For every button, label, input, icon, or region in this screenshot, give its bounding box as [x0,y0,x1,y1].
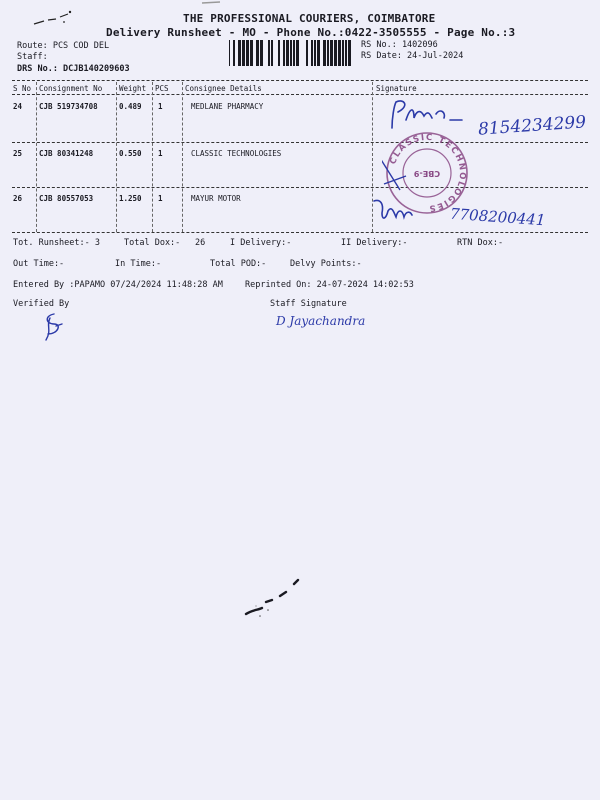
rs-date: RS Date: 24-Jul-2024 [361,51,464,61]
runsheet-subtitle: Delivery Runsheet - MO - Phone No.:0422-3505555 - Page No.:3 [106,26,516,39]
col-divider [152,82,153,232]
barcode [229,40,355,67]
row-weight: 1.250 [119,194,142,203]
staff-signature-handwritten: D Jayachandra [276,314,366,328]
stamp-center-text: CBE-9 [413,169,441,178]
row-sno: 26 [13,194,23,203]
header-pcs: PCS [155,84,169,93]
row-consignee: MEDLANE PHARMACY [191,102,264,111]
signature-row1 [384,98,479,132]
verified-by-initials [38,312,68,342]
tot-runsheet: Tot. Runsheet:- 3 [13,238,100,248]
ii-delivery: II Delivery:- [341,238,408,248]
total-dox-value: 26 [195,238,206,248]
table-top-rule [12,80,588,81]
row-divider [12,142,588,143]
verified-by-label: Verified By [13,299,70,309]
staff-label: Staff: [17,52,48,62]
scan-speck-top [200,0,224,6]
company-title: THE PROFESSIONAL COURIERS, COIMBATORE [183,12,436,25]
rtn-dox: RTN Dox:- [457,238,504,248]
header-sno: S No [13,84,32,93]
row-pcs: 1 [158,149,163,158]
row-pcs: 1 [158,102,163,111]
signature-row3 [370,195,440,227]
row-consignment: CJB 80557053 [39,194,94,203]
row-consignment: CJB 519734708 [39,102,98,111]
row-consignment: CJB 80341248 [39,149,94,158]
phone-row3: 7708200441 [449,204,546,230]
rs-number: RS No.: 1402096 [361,40,438,50]
scan-speck-marks [30,8,80,30]
col-divider [182,82,183,232]
row-sno: 25 [13,149,23,158]
phone-row1: 8154234299 [477,112,587,140]
row-weight: 0.489 [119,102,142,111]
row-consignee: CLASSIC TECHNOLOGIES [191,149,282,158]
row-divider [12,187,588,188]
header-signature: Signature [376,84,417,93]
col-divider [36,82,37,232]
header-consignment: Consignment No [39,84,103,93]
header-consignee: Consignee Details [185,84,262,93]
col-divider [116,82,117,232]
header-weight: Weight [119,84,147,93]
row-pcs: 1 [158,194,163,203]
staff-signature-label: Staff Signature [270,299,347,309]
scan-noise-marks [238,572,308,624]
out-time: Out Time:- [13,259,65,269]
stamp-ring-text: CLASSIC TECHNOLOGIES [388,132,468,214]
delvy-points: Delvy Points:- [290,259,362,269]
total-dox-label: Total Dox:- [124,238,181,248]
table-header-rule [12,94,588,95]
table-bottom-rule [12,232,588,233]
entered-by: Entered By :PAPAMO 07/24/2024 11:48:28 AM [13,280,223,290]
total-pod: Total POD:- [210,259,267,269]
row-sno: 24 [13,102,23,111]
drs-number: DRS No.: DCJB140209603 [17,64,130,74]
i-delivery: I Delivery:- [230,238,292,248]
row-weight: 0.550 [119,149,142,158]
route-label: Route: PCS COD DEL [17,41,110,51]
reprinted-on: Reprinted On: 24-07-2024 14:02:53 [245,280,414,290]
in-time: In Time:- [115,259,162,269]
row-consignee: MAYUR MOTOR [191,194,241,203]
